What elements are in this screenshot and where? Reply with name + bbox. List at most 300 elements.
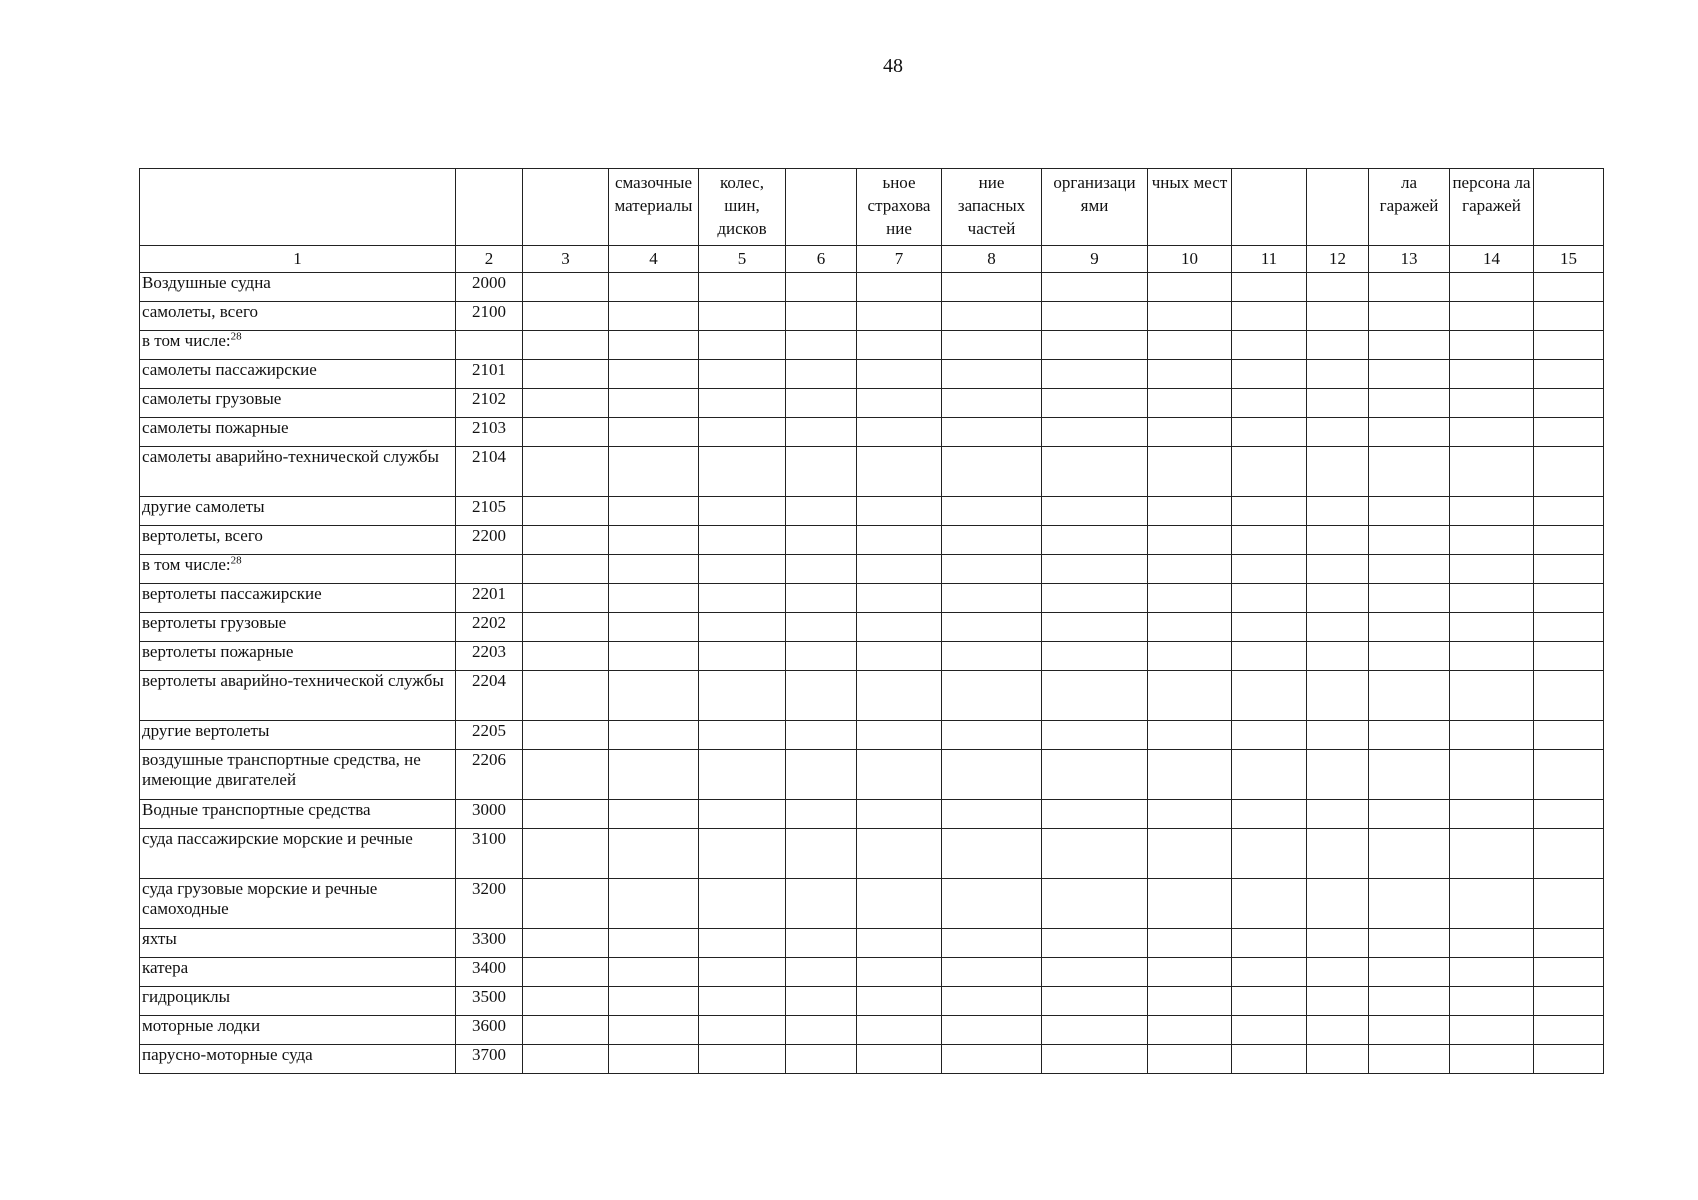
empty-cell-col-10 bbox=[1148, 389, 1232, 418]
row-name-cell bbox=[140, 273, 456, 302]
empty-cell-col-8 bbox=[942, 302, 1042, 331]
row-code: 2103 bbox=[456, 418, 523, 447]
empty-cell-col-4 bbox=[609, 331, 699, 360]
row-name-cell bbox=[140, 331, 456, 360]
empty-cell-col-11 bbox=[1232, 302, 1307, 331]
empty-cell-col-11 bbox=[1232, 389, 1307, 418]
row-code: 3000 bbox=[456, 800, 523, 829]
empty-cell-col-15 bbox=[1534, 929, 1604, 958]
empty-cell-col-4 bbox=[609, 671, 699, 721]
header-cell-col-7: ьное страхова ние bbox=[857, 169, 942, 246]
empty-cell-col-6 bbox=[786, 721, 857, 750]
empty-cell-col-8 bbox=[942, 829, 1042, 879]
empty-cell-col-8 bbox=[942, 389, 1042, 418]
table-row bbox=[140, 829, 1604, 879]
empty-cell-col-15 bbox=[1534, 302, 1604, 331]
empty-cell-col-10 bbox=[1148, 447, 1232, 497]
empty-cell-col-11 bbox=[1232, 555, 1307, 584]
empty-cell-col-12 bbox=[1307, 829, 1369, 879]
row-name: катера bbox=[142, 958, 189, 977]
row-code: 2102 bbox=[456, 389, 523, 418]
empty-cell-col-10 bbox=[1148, 497, 1232, 526]
empty-cell-col-7 bbox=[857, 302, 942, 331]
empty-cell-col-12 bbox=[1307, 447, 1369, 497]
empty-cell-col-3 bbox=[523, 302, 609, 331]
empty-cell-col-13 bbox=[1369, 671, 1450, 721]
row-name: парусно-моторные суда bbox=[142, 1045, 313, 1064]
empty-cell-col-8 bbox=[942, 497, 1042, 526]
empty-cell-col-13 bbox=[1369, 929, 1450, 958]
row-name: вертолеты, всего bbox=[142, 526, 263, 545]
empty-cell-col-13 bbox=[1369, 331, 1450, 360]
empty-cell-col-3 bbox=[523, 273, 609, 302]
row-code: 2104 bbox=[456, 447, 523, 497]
empty-cell-col-15 bbox=[1534, 497, 1604, 526]
empty-cell-col-11 bbox=[1232, 750, 1307, 800]
header-cell-col-13: ла гаражей bbox=[1369, 169, 1450, 246]
row-name-cell bbox=[140, 987, 456, 1016]
table-row bbox=[140, 555, 1604, 584]
empty-cell-col-7 bbox=[857, 418, 942, 447]
page-number: 48 bbox=[883, 55, 903, 77]
empty-cell-col-13 bbox=[1369, 721, 1450, 750]
empty-cell-col-3 bbox=[523, 613, 609, 642]
empty-cell-col-10 bbox=[1148, 555, 1232, 584]
empty-cell-col-15 bbox=[1534, 526, 1604, 555]
empty-cell-col-8 bbox=[942, 418, 1042, 447]
empty-cell-col-15 bbox=[1534, 958, 1604, 987]
footnote-mark: 28 bbox=[230, 330, 242, 343]
empty-cell-col-5 bbox=[699, 613, 786, 642]
empty-cell-col-9 bbox=[1042, 613, 1148, 642]
row-code: 3400 bbox=[456, 958, 523, 987]
empty-cell-col-13 bbox=[1369, 613, 1450, 642]
empty-cell-col-12 bbox=[1307, 526, 1369, 555]
empty-cell-col-5 bbox=[699, 671, 786, 721]
empty-cell-col-10 bbox=[1148, 642, 1232, 671]
row-code: 2205 bbox=[456, 721, 523, 750]
empty-cell-col-3 bbox=[523, 987, 609, 1016]
empty-cell-col-14 bbox=[1450, 829, 1534, 879]
empty-cell-col-6 bbox=[786, 671, 857, 721]
row-name: вертолеты пассажирские bbox=[142, 584, 322, 603]
empty-cell-col-15 bbox=[1534, 389, 1604, 418]
empty-cell-col-6 bbox=[786, 800, 857, 829]
empty-cell-col-9 bbox=[1042, 331, 1148, 360]
empty-cell-col-12 bbox=[1307, 331, 1369, 360]
row-code: 2203 bbox=[456, 642, 523, 671]
empty-cell-col-13 bbox=[1369, 879, 1450, 929]
header-cell-col-8: ние запасных частей bbox=[942, 169, 1042, 246]
empty-cell-col-8 bbox=[942, 331, 1042, 360]
empty-cell-col-14 bbox=[1450, 750, 1534, 800]
header-cell-col-11 bbox=[1232, 169, 1307, 246]
header-cell-col-14: персона ла гаражей bbox=[1450, 169, 1534, 246]
row-name: в том числе: bbox=[142, 331, 231, 350]
table-row bbox=[140, 273, 1604, 302]
empty-cell-col-8 bbox=[942, 526, 1042, 555]
empty-cell-col-5 bbox=[699, 302, 786, 331]
empty-cell-col-11 bbox=[1232, 642, 1307, 671]
header-cell-col-12 bbox=[1307, 169, 1369, 246]
empty-cell-col-4 bbox=[609, 879, 699, 929]
empty-cell-col-15 bbox=[1534, 829, 1604, 879]
empty-cell-col-15 bbox=[1534, 987, 1604, 1016]
row-code: 3600 bbox=[456, 1016, 523, 1045]
empty-cell-col-8 bbox=[942, 879, 1042, 929]
empty-cell-col-6 bbox=[786, 331, 857, 360]
header-cell-col-3 bbox=[523, 169, 609, 246]
empty-cell-col-8 bbox=[942, 555, 1042, 584]
row-name: другие самолеты bbox=[142, 497, 265, 516]
empty-cell-col-11 bbox=[1232, 447, 1307, 497]
empty-cell-col-4 bbox=[609, 584, 699, 613]
empty-cell-col-8 bbox=[942, 958, 1042, 987]
table-row bbox=[140, 800, 1604, 829]
empty-cell-col-15 bbox=[1534, 1016, 1604, 1045]
empty-cell-col-6 bbox=[786, 613, 857, 642]
empty-cell-col-9 bbox=[1042, 360, 1148, 389]
empty-cell-col-10 bbox=[1148, 958, 1232, 987]
empty-cell-col-5 bbox=[699, 389, 786, 418]
empty-cell-col-5 bbox=[699, 331, 786, 360]
empty-cell-col-9 bbox=[1042, 1045, 1148, 1074]
empty-cell-col-9 bbox=[1042, 879, 1148, 929]
row-name-cell bbox=[140, 750, 456, 800]
empty-cell-col-10 bbox=[1148, 750, 1232, 800]
empty-cell-col-6 bbox=[786, 555, 857, 584]
empty-cell-col-3 bbox=[523, 800, 609, 829]
row-code: 2202 bbox=[456, 613, 523, 642]
empty-cell-col-3 bbox=[523, 642, 609, 671]
empty-cell-col-5 bbox=[699, 1045, 786, 1074]
column-number-12: 12 bbox=[1307, 246, 1369, 273]
table-row bbox=[140, 929, 1604, 958]
table-row bbox=[140, 584, 1604, 613]
row-name: суда грузовые морские и речные самоходные bbox=[142, 879, 378, 918]
empty-cell-col-7 bbox=[857, 800, 942, 829]
empty-cell-col-10 bbox=[1148, 721, 1232, 750]
empty-cell-col-8 bbox=[942, 929, 1042, 958]
empty-cell-col-11 bbox=[1232, 879, 1307, 929]
empty-cell-col-4 bbox=[609, 497, 699, 526]
empty-cell-col-8 bbox=[942, 800, 1042, 829]
empty-cell-col-5 bbox=[699, 497, 786, 526]
row-name: вертолеты аварийно-технической службы bbox=[142, 671, 444, 690]
empty-cell-col-12 bbox=[1307, 671, 1369, 721]
empty-cell-col-8 bbox=[942, 671, 1042, 721]
empty-cell-col-11 bbox=[1232, 1016, 1307, 1045]
empty-cell-col-8 bbox=[942, 642, 1042, 671]
row-name-cell bbox=[140, 958, 456, 987]
empty-cell-col-3 bbox=[523, 555, 609, 584]
header-cell-col-9: организаци ями bbox=[1042, 169, 1148, 246]
empty-cell-col-9 bbox=[1042, 987, 1148, 1016]
empty-cell-col-4 bbox=[609, 929, 699, 958]
row-code: 3700 bbox=[456, 1045, 523, 1074]
empty-cell-col-13 bbox=[1369, 555, 1450, 584]
empty-cell-col-11 bbox=[1232, 958, 1307, 987]
empty-cell-col-4 bbox=[609, 389, 699, 418]
empty-cell-col-10 bbox=[1148, 671, 1232, 721]
empty-cell-col-11 bbox=[1232, 929, 1307, 958]
row-name-cell bbox=[140, 879, 456, 929]
empty-cell-col-12 bbox=[1307, 360, 1369, 389]
empty-cell-col-11 bbox=[1232, 987, 1307, 1016]
empty-cell-col-14 bbox=[1450, 497, 1534, 526]
empty-cell-col-9 bbox=[1042, 721, 1148, 750]
empty-cell-col-9 bbox=[1042, 584, 1148, 613]
column-number-4: 4 bbox=[609, 246, 699, 273]
empty-cell-col-7 bbox=[857, 555, 942, 584]
empty-cell-col-5 bbox=[699, 1016, 786, 1045]
empty-cell-col-10 bbox=[1148, 526, 1232, 555]
empty-cell-col-12 bbox=[1307, 642, 1369, 671]
empty-cell-col-14 bbox=[1450, 879, 1534, 929]
empty-cell-col-15 bbox=[1534, 447, 1604, 497]
empty-cell-col-10 bbox=[1148, 929, 1232, 958]
empty-cell-col-9 bbox=[1042, 526, 1148, 555]
empty-cell-col-10 bbox=[1148, 360, 1232, 389]
empty-cell-col-4 bbox=[609, 1016, 699, 1045]
empty-cell-col-7 bbox=[857, 958, 942, 987]
table-row bbox=[140, 958, 1604, 987]
empty-cell-col-5 bbox=[699, 958, 786, 987]
empty-cell-col-8 bbox=[942, 1016, 1042, 1045]
empty-cell-col-6 bbox=[786, 497, 857, 526]
empty-cell-col-7 bbox=[857, 1045, 942, 1074]
empty-cell-col-14 bbox=[1450, 302, 1534, 331]
empty-cell-col-11 bbox=[1232, 273, 1307, 302]
empty-cell-col-7 bbox=[857, 750, 942, 800]
empty-cell-col-13 bbox=[1369, 447, 1450, 497]
row-code: 3200 bbox=[456, 879, 523, 929]
empty-cell-col-6 bbox=[786, 584, 857, 613]
empty-cell-col-4 bbox=[609, 447, 699, 497]
empty-cell-col-4 bbox=[609, 958, 699, 987]
empty-cell-col-14 bbox=[1450, 671, 1534, 721]
empty-cell-col-11 bbox=[1232, 800, 1307, 829]
empty-cell-col-9 bbox=[1042, 555, 1148, 584]
empty-cell-col-10 bbox=[1148, 800, 1232, 829]
empty-cell-col-5 bbox=[699, 273, 786, 302]
empty-cell-col-9 bbox=[1042, 800, 1148, 829]
empty-cell-col-9 bbox=[1042, 418, 1148, 447]
table-row bbox=[140, 1016, 1604, 1045]
table-row bbox=[140, 497, 1604, 526]
column-number-row bbox=[140, 246, 1604, 273]
row-name: моторные лодки bbox=[142, 1016, 261, 1035]
table-row bbox=[140, 1045, 1604, 1074]
empty-cell-col-5 bbox=[699, 418, 786, 447]
row-name-cell bbox=[140, 497, 456, 526]
empty-cell-col-9 bbox=[1042, 389, 1148, 418]
empty-cell-col-3 bbox=[523, 1045, 609, 1074]
row-name-cell bbox=[140, 526, 456, 555]
table-row bbox=[140, 526, 1604, 555]
header-cell-col-15 bbox=[1534, 169, 1604, 246]
table-row bbox=[140, 642, 1604, 671]
header-row bbox=[140, 169, 1604, 246]
empty-cell-col-4 bbox=[609, 302, 699, 331]
row-name: самолеты, всего bbox=[142, 302, 258, 321]
empty-cell-col-3 bbox=[523, 447, 609, 497]
row-name-cell bbox=[140, 721, 456, 750]
empty-cell-col-13 bbox=[1369, 800, 1450, 829]
empty-cell-col-10 bbox=[1148, 302, 1232, 331]
empty-cell-col-14 bbox=[1450, 642, 1534, 671]
empty-cell-col-12 bbox=[1307, 389, 1369, 418]
row-code bbox=[456, 331, 523, 360]
empty-cell-col-6 bbox=[786, 360, 857, 389]
empty-cell-col-6 bbox=[786, 447, 857, 497]
empty-cell-col-14 bbox=[1450, 987, 1534, 1016]
empty-cell-col-5 bbox=[699, 584, 786, 613]
empty-cell-col-3 bbox=[523, 929, 609, 958]
empty-cell-col-15 bbox=[1534, 750, 1604, 800]
empty-cell-col-6 bbox=[786, 987, 857, 1016]
empty-cell-col-11 bbox=[1232, 613, 1307, 642]
empty-cell-col-7 bbox=[857, 721, 942, 750]
header-cell-col-5: колес, шин, дисков bbox=[699, 169, 786, 246]
empty-cell-col-15 bbox=[1534, 418, 1604, 447]
empty-cell-col-3 bbox=[523, 958, 609, 987]
row-name-cell bbox=[140, 1016, 456, 1045]
empty-cell-col-4 bbox=[609, 273, 699, 302]
empty-cell-col-14 bbox=[1450, 526, 1534, 555]
row-code: 2100 bbox=[456, 302, 523, 331]
empty-cell-col-5 bbox=[699, 721, 786, 750]
empty-cell-col-7 bbox=[857, 497, 942, 526]
empty-cell-col-14 bbox=[1450, 584, 1534, 613]
empty-cell-col-6 bbox=[786, 750, 857, 800]
empty-cell-col-7 bbox=[857, 642, 942, 671]
empty-cell-col-13 bbox=[1369, 750, 1450, 800]
empty-cell-col-10 bbox=[1148, 1016, 1232, 1045]
row-name-cell bbox=[140, 447, 456, 497]
table-row bbox=[140, 987, 1604, 1016]
row-code: 2206 bbox=[456, 750, 523, 800]
empty-cell-col-13 bbox=[1369, 497, 1450, 526]
empty-cell-col-11 bbox=[1232, 497, 1307, 526]
row-name: яхты bbox=[142, 929, 177, 948]
empty-cell-col-4 bbox=[609, 800, 699, 829]
empty-cell-col-7 bbox=[857, 879, 942, 929]
empty-cell-col-12 bbox=[1307, 1016, 1369, 1045]
empty-cell-col-3 bbox=[523, 331, 609, 360]
empty-cell-col-11 bbox=[1232, 360, 1307, 389]
empty-cell-col-15 bbox=[1534, 800, 1604, 829]
row-code: 2200 bbox=[456, 526, 523, 555]
empty-cell-col-5 bbox=[699, 555, 786, 584]
empty-cell-col-7 bbox=[857, 671, 942, 721]
header-cell-col-6 bbox=[786, 169, 857, 246]
empty-cell-col-7 bbox=[857, 829, 942, 879]
empty-cell-col-8 bbox=[942, 750, 1042, 800]
empty-cell-col-13 bbox=[1369, 1016, 1450, 1045]
row-name-cell bbox=[140, 1045, 456, 1074]
column-number-10: 10 bbox=[1148, 246, 1232, 273]
empty-cell-col-10 bbox=[1148, 1045, 1232, 1074]
empty-cell-col-4 bbox=[609, 987, 699, 1016]
row-name: самолеты грузовые bbox=[142, 389, 282, 408]
empty-cell-col-5 bbox=[699, 829, 786, 879]
empty-cell-col-12 bbox=[1307, 613, 1369, 642]
empty-cell-col-6 bbox=[786, 929, 857, 958]
empty-cell-col-3 bbox=[523, 879, 609, 929]
empty-cell-col-10 bbox=[1148, 273, 1232, 302]
column-number-9: 9 bbox=[1042, 246, 1148, 273]
empty-cell-col-13 bbox=[1369, 584, 1450, 613]
table-row bbox=[140, 389, 1604, 418]
empty-cell-col-4 bbox=[609, 360, 699, 389]
empty-cell-col-15 bbox=[1534, 584, 1604, 613]
empty-cell-col-15 bbox=[1534, 879, 1604, 929]
empty-cell-col-7 bbox=[857, 613, 942, 642]
empty-cell-col-10 bbox=[1148, 829, 1232, 879]
row-name-cell bbox=[140, 671, 456, 721]
empty-cell-col-6 bbox=[786, 879, 857, 929]
empty-cell-col-15 bbox=[1534, 555, 1604, 584]
row-name-cell bbox=[140, 584, 456, 613]
empty-cell-col-5 bbox=[699, 750, 786, 800]
empty-cell-col-6 bbox=[786, 1045, 857, 1074]
table-row bbox=[140, 671, 1604, 721]
empty-cell-col-9 bbox=[1042, 302, 1148, 331]
row-name-cell bbox=[140, 642, 456, 671]
empty-cell-col-10 bbox=[1148, 331, 1232, 360]
empty-cell-col-13 bbox=[1369, 1045, 1450, 1074]
empty-cell-col-3 bbox=[523, 1016, 609, 1045]
empty-cell-col-12 bbox=[1307, 958, 1369, 987]
empty-cell-col-13 bbox=[1369, 389, 1450, 418]
empty-cell-col-12 bbox=[1307, 879, 1369, 929]
empty-cell-col-5 bbox=[699, 526, 786, 555]
empty-cell-col-8 bbox=[942, 1045, 1042, 1074]
empty-cell-col-5 bbox=[699, 447, 786, 497]
empty-cell-col-6 bbox=[786, 642, 857, 671]
empty-cell-col-9 bbox=[1042, 750, 1148, 800]
row-name-cell bbox=[140, 360, 456, 389]
empty-cell-col-14 bbox=[1450, 929, 1534, 958]
empty-cell-col-14 bbox=[1450, 418, 1534, 447]
empty-cell-col-11 bbox=[1232, 1045, 1307, 1074]
row-code: 2204 bbox=[456, 671, 523, 721]
empty-cell-col-7 bbox=[857, 1016, 942, 1045]
empty-cell-col-10 bbox=[1148, 613, 1232, 642]
empty-cell-col-7 bbox=[857, 929, 942, 958]
empty-cell-col-14 bbox=[1450, 447, 1534, 497]
table-row bbox=[140, 447, 1604, 497]
empty-cell-col-11 bbox=[1232, 829, 1307, 879]
empty-cell-col-15 bbox=[1534, 1045, 1604, 1074]
empty-cell-col-5 bbox=[699, 987, 786, 1016]
row-code: 2201 bbox=[456, 584, 523, 613]
empty-cell-col-15 bbox=[1534, 642, 1604, 671]
empty-cell-col-15 bbox=[1534, 671, 1604, 721]
empty-cell-col-8 bbox=[942, 987, 1042, 1016]
empty-cell-col-14 bbox=[1450, 613, 1534, 642]
row-name: Воздушные судна bbox=[142, 273, 271, 292]
empty-cell-col-14 bbox=[1450, 721, 1534, 750]
table-row bbox=[140, 750, 1604, 800]
empty-cell-col-11 bbox=[1232, 331, 1307, 360]
header-cell-col-2 bbox=[456, 169, 523, 246]
empty-cell-col-9 bbox=[1042, 1016, 1148, 1045]
column-number-5: 5 bbox=[699, 246, 786, 273]
column-number-11: 11 bbox=[1232, 246, 1307, 273]
empty-cell-col-7 bbox=[857, 526, 942, 555]
